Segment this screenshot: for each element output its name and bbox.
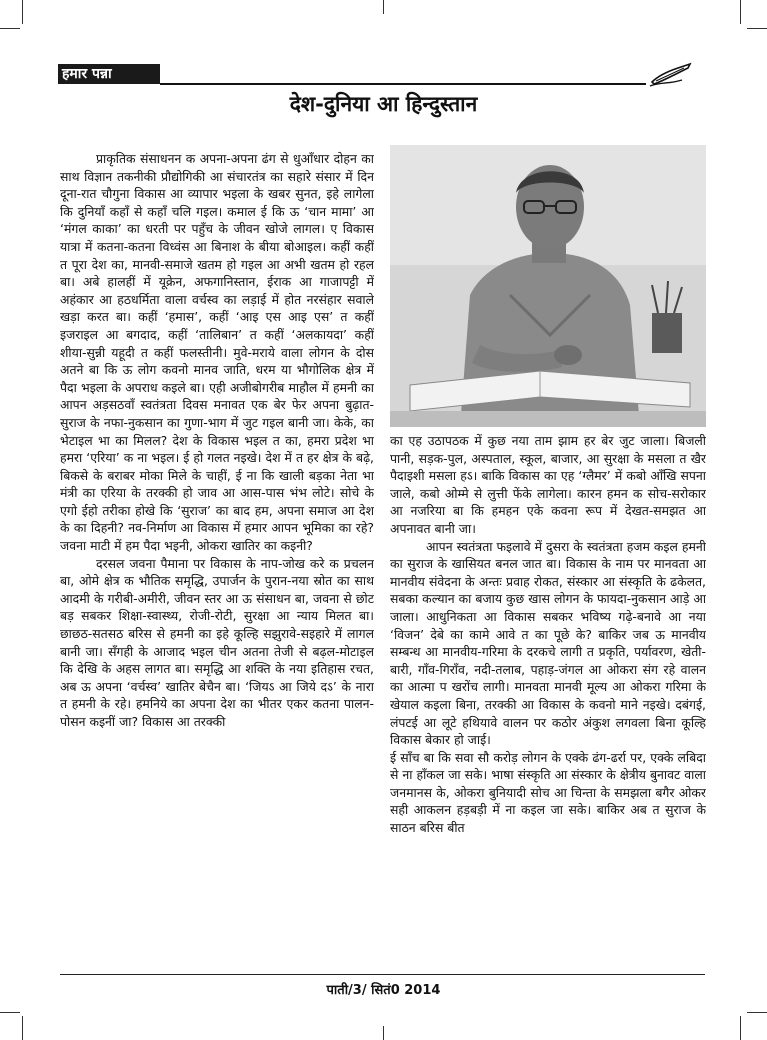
paragraph: आपन स्वतंत्रता फइलावे में दुसरा के स्वतंत्रता हजम कइल हमनी का सुराज के खासियत बनल जात बा। विकास के नाम पर मानवता आ मानवीय संवेदना के अन्तः प्रवाह रोकत, संस्कार आ संस्कृति के ढकेलत, सबका कल्यान का बजाय कुछ खास लोगन के फायदा-नुकसान आड़े आ जाला। आधुनिकता आ विकास सबकर भविष्य गढ़े-बनावे आ नया ‘विजन’ देबे का कामे आवे त का पूछे के? बाकिर जब ऊ मानवीय सम्बन्ध आ मानवीय-गरिमा के दरकचे लागी त प्रकृति, पर्यावरण, खेती-बारी, गाँव-गिराँव, नदी-तलाब, पहाड़-जंगल आ ओकरा संग रहे वालन का आत्मा प खरोंच लागी। मानवता मानवी मूल्य आ ओकरा गरिमा के खेयाल कइला बिना, तरक्की आ विकास के कवनो माने नइखे। दबंगई, लंपटई आ लूटे हथियावे वालन पर कठोर अंकुश लगवला बिना कूल्हि विकास बेकार हो जाई। [390,538,706,748]
crop-mark [0,28,20,29]
paragraph: ई साँच बा कि सवा सौ करोड़ लोगन के एक्के ढंग-ढर्रा पर, एक्के लबिदा से ना हाँकल जा सके। भाषा संस्कृति आ संस्कार के क्षेत्रीय बुनावट वाला जनमानस के, ओकरा बुनियादी सोच आ चिन्ता के समझला बगैर ओकर सही आकलन हड़बड़ी में ना कइल जा सके। बाकिर अब त सुराज के साठन बरिस बीत [390,749,706,836]
header-rule [160,83,646,85]
crop-mark [383,1026,384,1040]
crop-mark [747,1012,767,1013]
crop-mark [383,0,384,14]
paragraph: प्राकृतिक संसाधनन क अपना-अपना ढंग से धुआँधार दोहन का साथ विज्ञान तकनीकी प्रौद्योगिकी आ संचारतंत्र का सहारे संसार में दिन दूना-रात चौगुना विकास आ व्यापार भइला के खबर सुनत, इहे लागेला कि दुनियाँ कहाँ से कहाँ चलि गइल। कमाल ई कि ऊ ‘चान मामा’ आ ‘मंगल काका’ का धरती पर पहुँच के जीवन खोजे लागल। ए विकास यात्रा में कतना-कतना विध्वंस आ बिनाश के बीया बोआइल। कहीं कहीं त पूरा देश का, मानवी-समाजे खतम हो गइल आ अभी खतम हो रहल बा। अबे हालहीं में यूक्रेन, अफगानिस्तान, ईराक आ गाजापट्टी में अहंकार आ हठधर्मिता वाला वर्चस्व का लड़ाई में होत नरसंहार सवाले खड़ा करत बा। कहीं ‘हमास’, कहीं ‘आइ एस आइ एस’ त कहीं इजराइल आ बगदाद, कहीं ‘तालिबान’ त कहीं ‘अलकायदा’ कहीं शीया-सुन्नी यहूदी त कहीं फलस्तीनी। मुवे-मराये वाला लोगन के दोस अतने बा कि ऊ लोग कवनो मानव जाति, धरम या भौगोलिक क्षेत्र में पैदा भइला के अपराध कइले बा। एही अजीबोगरीब माहौल में हमनी का आपन अड़सठवाँ स्वतंत्रता दिवस मनावत एक बेर फेर अपना बुढ़ात-सुराज के नफा-नुकसान का गुणा-भाग में जुट गइल बानी जा। केके, का भेटाइल भा का मिलल? देश के विकास भइल त का, हमरा प्रदेश भा हमरा ‘एरिया’ क ना भइल। ई हो गलत नइखे। देश में त हर क्षेत्र के बढ़े, बिकसे के बराबर मोका मिले के चाहीं, ई ना कि खाली बड़का नेता भा मंत्री का एरिया के तरक्की हो जाव आ आस-पास भंभ लोटे। सोचे के एगो ईहो तरीका होखे कि ‘सुराज’ का बाद हम, अपना समाज आ देश के का दिहनी? नव-निर्माण आ विकास में हमार आपन भूमिका का रहे? जवना माटी में हम पैदा भइनी, ओकरा खातिर का कइनी? [60,151,374,554]
paragraph: दरसल जवना पैमाना पर विकास के नाप-जोख करे क प्रचलन बा, ओमे क्षेत्र क भौतिक समृद्धि, उपार्जन के पुरान-नया स्रोत का साथ आदमी के गरीबी-अमीरी, जीवन स्तर आ ऊ संसाधन बा, जवना से छोट बड़ सबकर शिक्षा-स्वास्थ्य, रोजी-रोटी, सुरक्षा आ न्याय मिलत बा। छाछठ-सतसठ बरिस से हमनी का इहे कूल्हि सझुरावे-सइहारे में लागल बानी जा। सँगही के आजाद भइल चीन अतना तेजी से बढ़ल-मोटाइल कि देखि के अहस लागत बा। समृद्धि आ शक्ति के नया इतिहास रचत, अब ऊ अपना ‘वर्चस्व’ खातिर बेचैन बा। ‘जियऽ आ जिये दऽ’ के नारा त हमनी के रहे। हमनिये का अपना देश का भीतर एकर कतना पालन-पोसन कइनीं जा? विकास आ तरक्की [60,555,374,729]
crop-mark [0,1012,20,1013]
pen-icon [648,62,694,88]
portrait-illustration [390,145,706,427]
crop-mark [22,0,23,24]
article-column-right [390,432,706,947]
portrait-photo [390,145,706,427]
crop-mark [747,28,767,29]
crop-mark [22,1016,23,1040]
crop-mark [740,1016,741,1040]
paragraph: का एह उठापठक में कुछ नया ताम झाम हर बेर जुट जाला। बिजली पानी, सड़क-पुल, अस्पताल, स्कूल, बाजार, आ सुरक्षा के मसला त खैर पैदाइशी मसला हऽ। बाकि विकास का एह ‘ग्लैमर’ में कबो आँखि सपना जाले, कबो ओम्मे से लुत्ती फेंके लागेला। कारन हमन क सोच-सरोकार आ नजरिया बा कि हमहन एके कवना रूप में देखत-समझत आ अपनावत बानी जा। [390,433,706,536]
footer-rule [60,974,705,975]
section-header-label: हमार पन्ना [62,66,112,82]
page-footer: पाती/3/ सितं0 2014 [326,983,441,998]
article-column-left [60,150,374,996]
article-title: देश-दुनिया आ हिन्दुस्तान [289,92,478,116]
crop-mark [740,0,741,24]
